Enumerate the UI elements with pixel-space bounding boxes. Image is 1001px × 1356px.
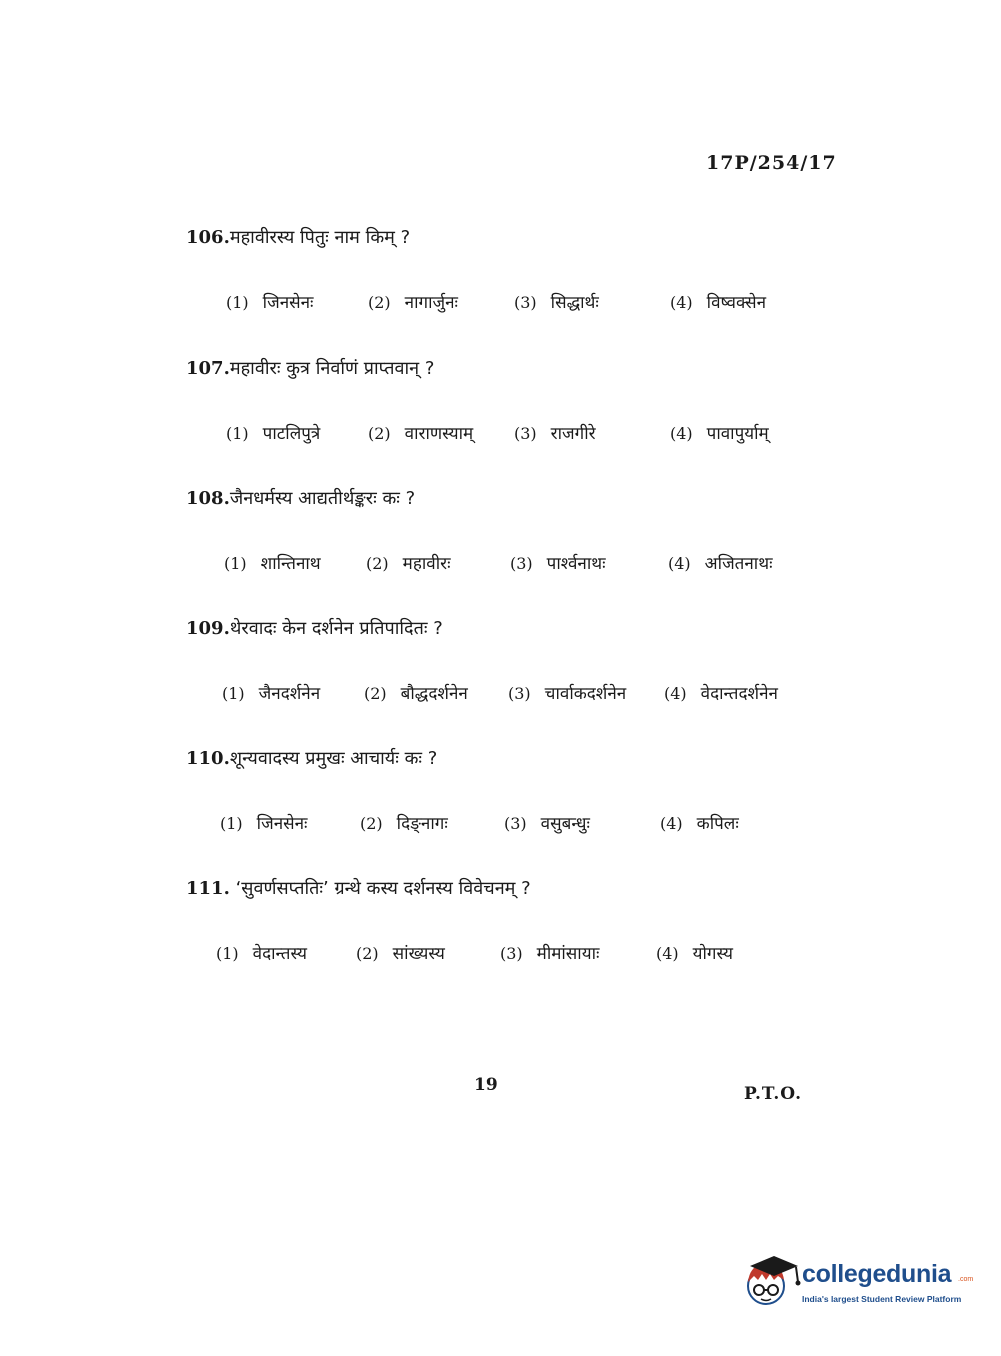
options-row	[186, 811, 826, 841]
options-row	[186, 551, 826, 581]
question-109	[186, 617, 826, 711]
option-4: (4) पावापुर्याम्	[670, 424, 769, 444]
options-row	[186, 421, 826, 451]
question-text: महावीरः कुत्र निर्वाणं प्राप्तवान् ?	[229, 358, 435, 379]
option-3: (3) सिद्धार्थः	[514, 293, 599, 313]
pto-label: P.T.O.	[744, 1084, 802, 1104]
question-stem	[186, 487, 826, 511]
brand-name: collegedunia	[802, 1260, 952, 1288]
question-number: 110.	[186, 748, 230, 769]
question-106	[186, 226, 826, 320]
option-2: (2) सांख्यस्य	[356, 944, 445, 964]
question-number: 106.	[186, 227, 230, 248]
option-1: (1) जैनदर्शनेन	[222, 684, 321, 704]
option-2: (2) दिङ्नागः	[360, 814, 448, 834]
page-number: 19	[474, 1075, 498, 1095]
collegedunia-branding[interactable]	[740, 1250, 980, 1320]
question-stem	[186, 747, 826, 771]
option-1: (1) जिनसेनः	[226, 293, 314, 313]
question-111	[186, 877, 826, 971]
question-stem	[186, 226, 826, 250]
question-text: जैनधर्मस्य आद्यतीर्थङ्करः कः ?	[229, 488, 416, 509]
question-number: 108.	[186, 488, 230, 509]
option-2: (2) महावीरः	[366, 554, 451, 574]
question-text: ‘सुवर्णसप्ततिः’ ग्रन्थे कस्य दर्शनस्य विवेचनम् ?	[235, 878, 531, 899]
question-text: महावीरस्य पितुः नाम किम् ?	[229, 227, 411, 248]
brand-com-suffix: .com	[958, 1276, 974, 1283]
option-3: (3) राजगीरे	[514, 424, 596, 444]
option-1: (1) शान्तिनाथ	[224, 554, 321, 574]
option-4: (4) वेदान्तदर्शनेन	[664, 684, 778, 704]
option-4: (4) विष्वक्सेन	[670, 293, 767, 313]
option-3: (3) चार्वाकदर्शनेन	[508, 684, 627, 704]
option-1: (1) जिनसेनः	[220, 814, 308, 834]
option-2: (2) वाराणस्याम्	[368, 424, 474, 444]
question-stem	[186, 617, 826, 641]
option-2: (2) नागार्जुनः	[368, 293, 458, 313]
option-2: (2) बौद्धदर्शनेन	[364, 684, 468, 704]
option-4: (4) कपिलः	[660, 814, 739, 834]
options-row	[186, 941, 826, 971]
question-number: 109.	[186, 618, 230, 639]
question-text: शून्यवादस्य प्रमुखः आचार्यः कः ?	[229, 748, 438, 769]
question-number: 111.	[186, 878, 230, 899]
question-text: थेरवादः केन दर्शनेन प्रतिपादितः ?	[229, 618, 443, 639]
option-4: (4) अजितनाथः	[668, 554, 773, 574]
question-110	[186, 747, 826, 841]
brand-tagline: India's largest Student Review Platform	[802, 1294, 962, 1304]
question-stem	[186, 877, 826, 901]
options-row	[186, 681, 826, 711]
option-1: (1) पाटलिपुत्रे	[226, 424, 321, 444]
question-107	[186, 357, 826, 451]
option-3: (3) पार्श्वनाथः	[510, 554, 606, 574]
collegedunia-logo-icon	[740, 1250, 802, 1312]
question-stem	[186, 357, 826, 381]
paper-code: 17P/254/17	[706, 152, 837, 174]
option-3: (3) मीमांसायाः	[500, 944, 600, 964]
option-3: (3) वसुबन्धुः	[504, 814, 590, 834]
options-row	[186, 290, 826, 320]
question-number: 107.	[186, 358, 230, 379]
question-108	[186, 487, 826, 581]
option-1: (1) वेदान्तस्य	[216, 944, 307, 964]
option-4: (4) योगस्य	[656, 944, 733, 964]
